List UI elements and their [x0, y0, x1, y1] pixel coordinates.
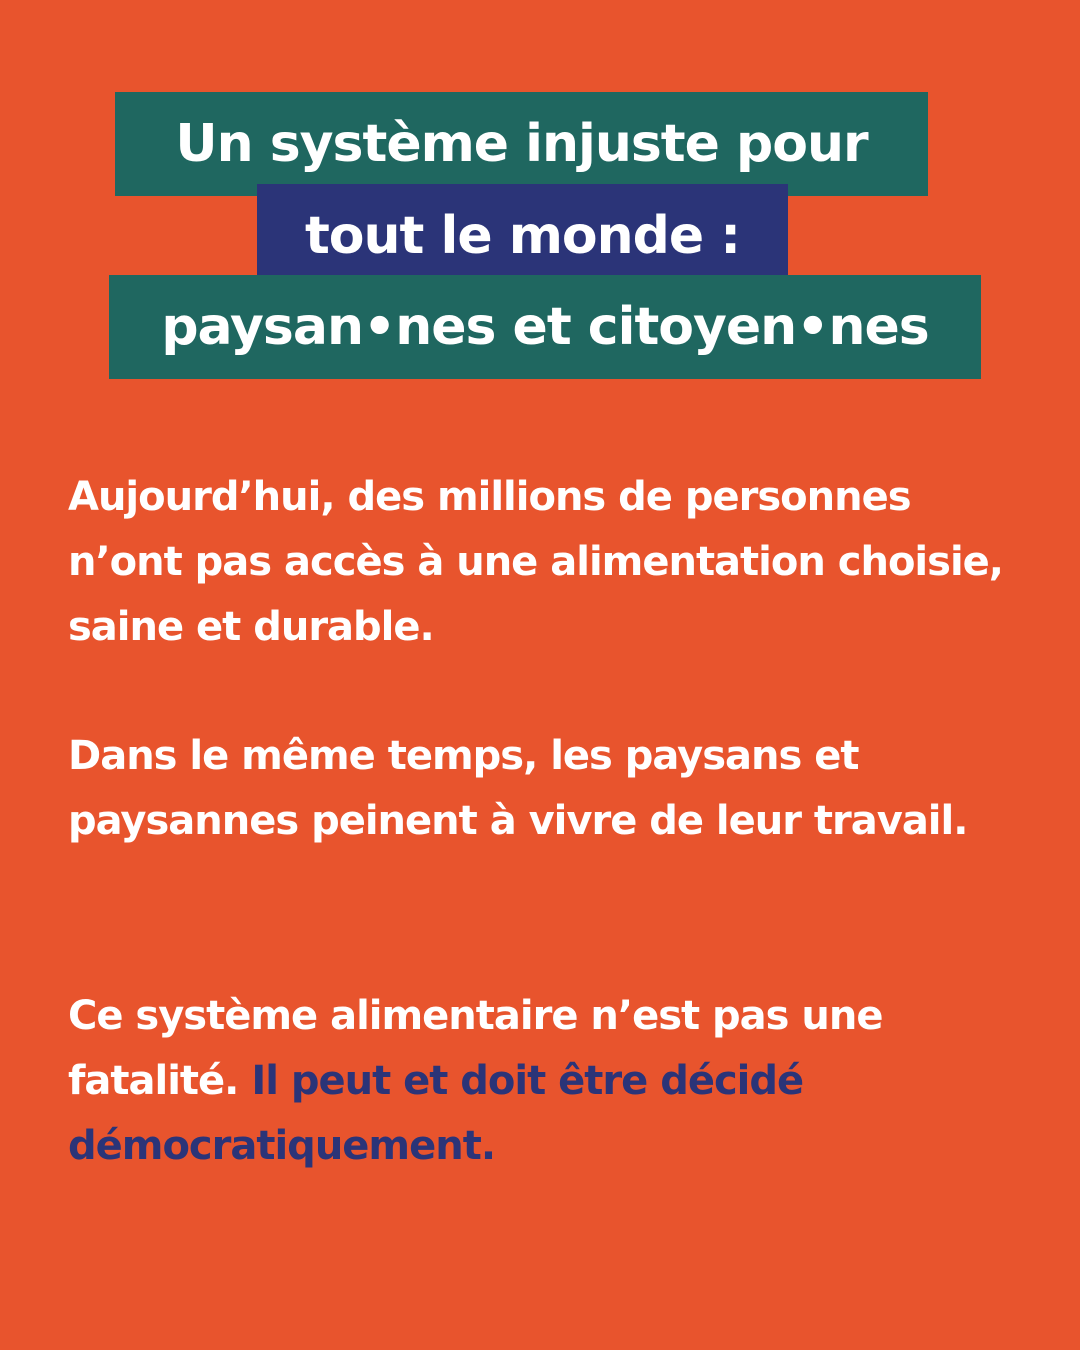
- title-line-2: tout le monde :: [257, 184, 788, 288]
- paragraph-farmers: Dans le même temps, les paysans et paysannes peinent à vivre de leur travail.: [68, 733, 968, 844]
- paragraph-conclusion: [68, 984, 1028, 1179]
- conclusion-plain-text: Ce système alimentaire n’est pas une fatalité.: [68, 993, 883, 1104]
- title-line-1: Un système injuste pour: [115, 92, 928, 196]
- paragraph-food-access: Aujourd’hui, des millions de personnes n’ont pas accès à une alimentation choisie, saine et durable.: [68, 474, 1003, 650]
- title-line-3: paysan•nes et citoyen•nes: [109, 275, 981, 379]
- conclusion-emphasis-text: Il peut et doit être décidé démocratiquement.: [68, 1058, 804, 1169]
